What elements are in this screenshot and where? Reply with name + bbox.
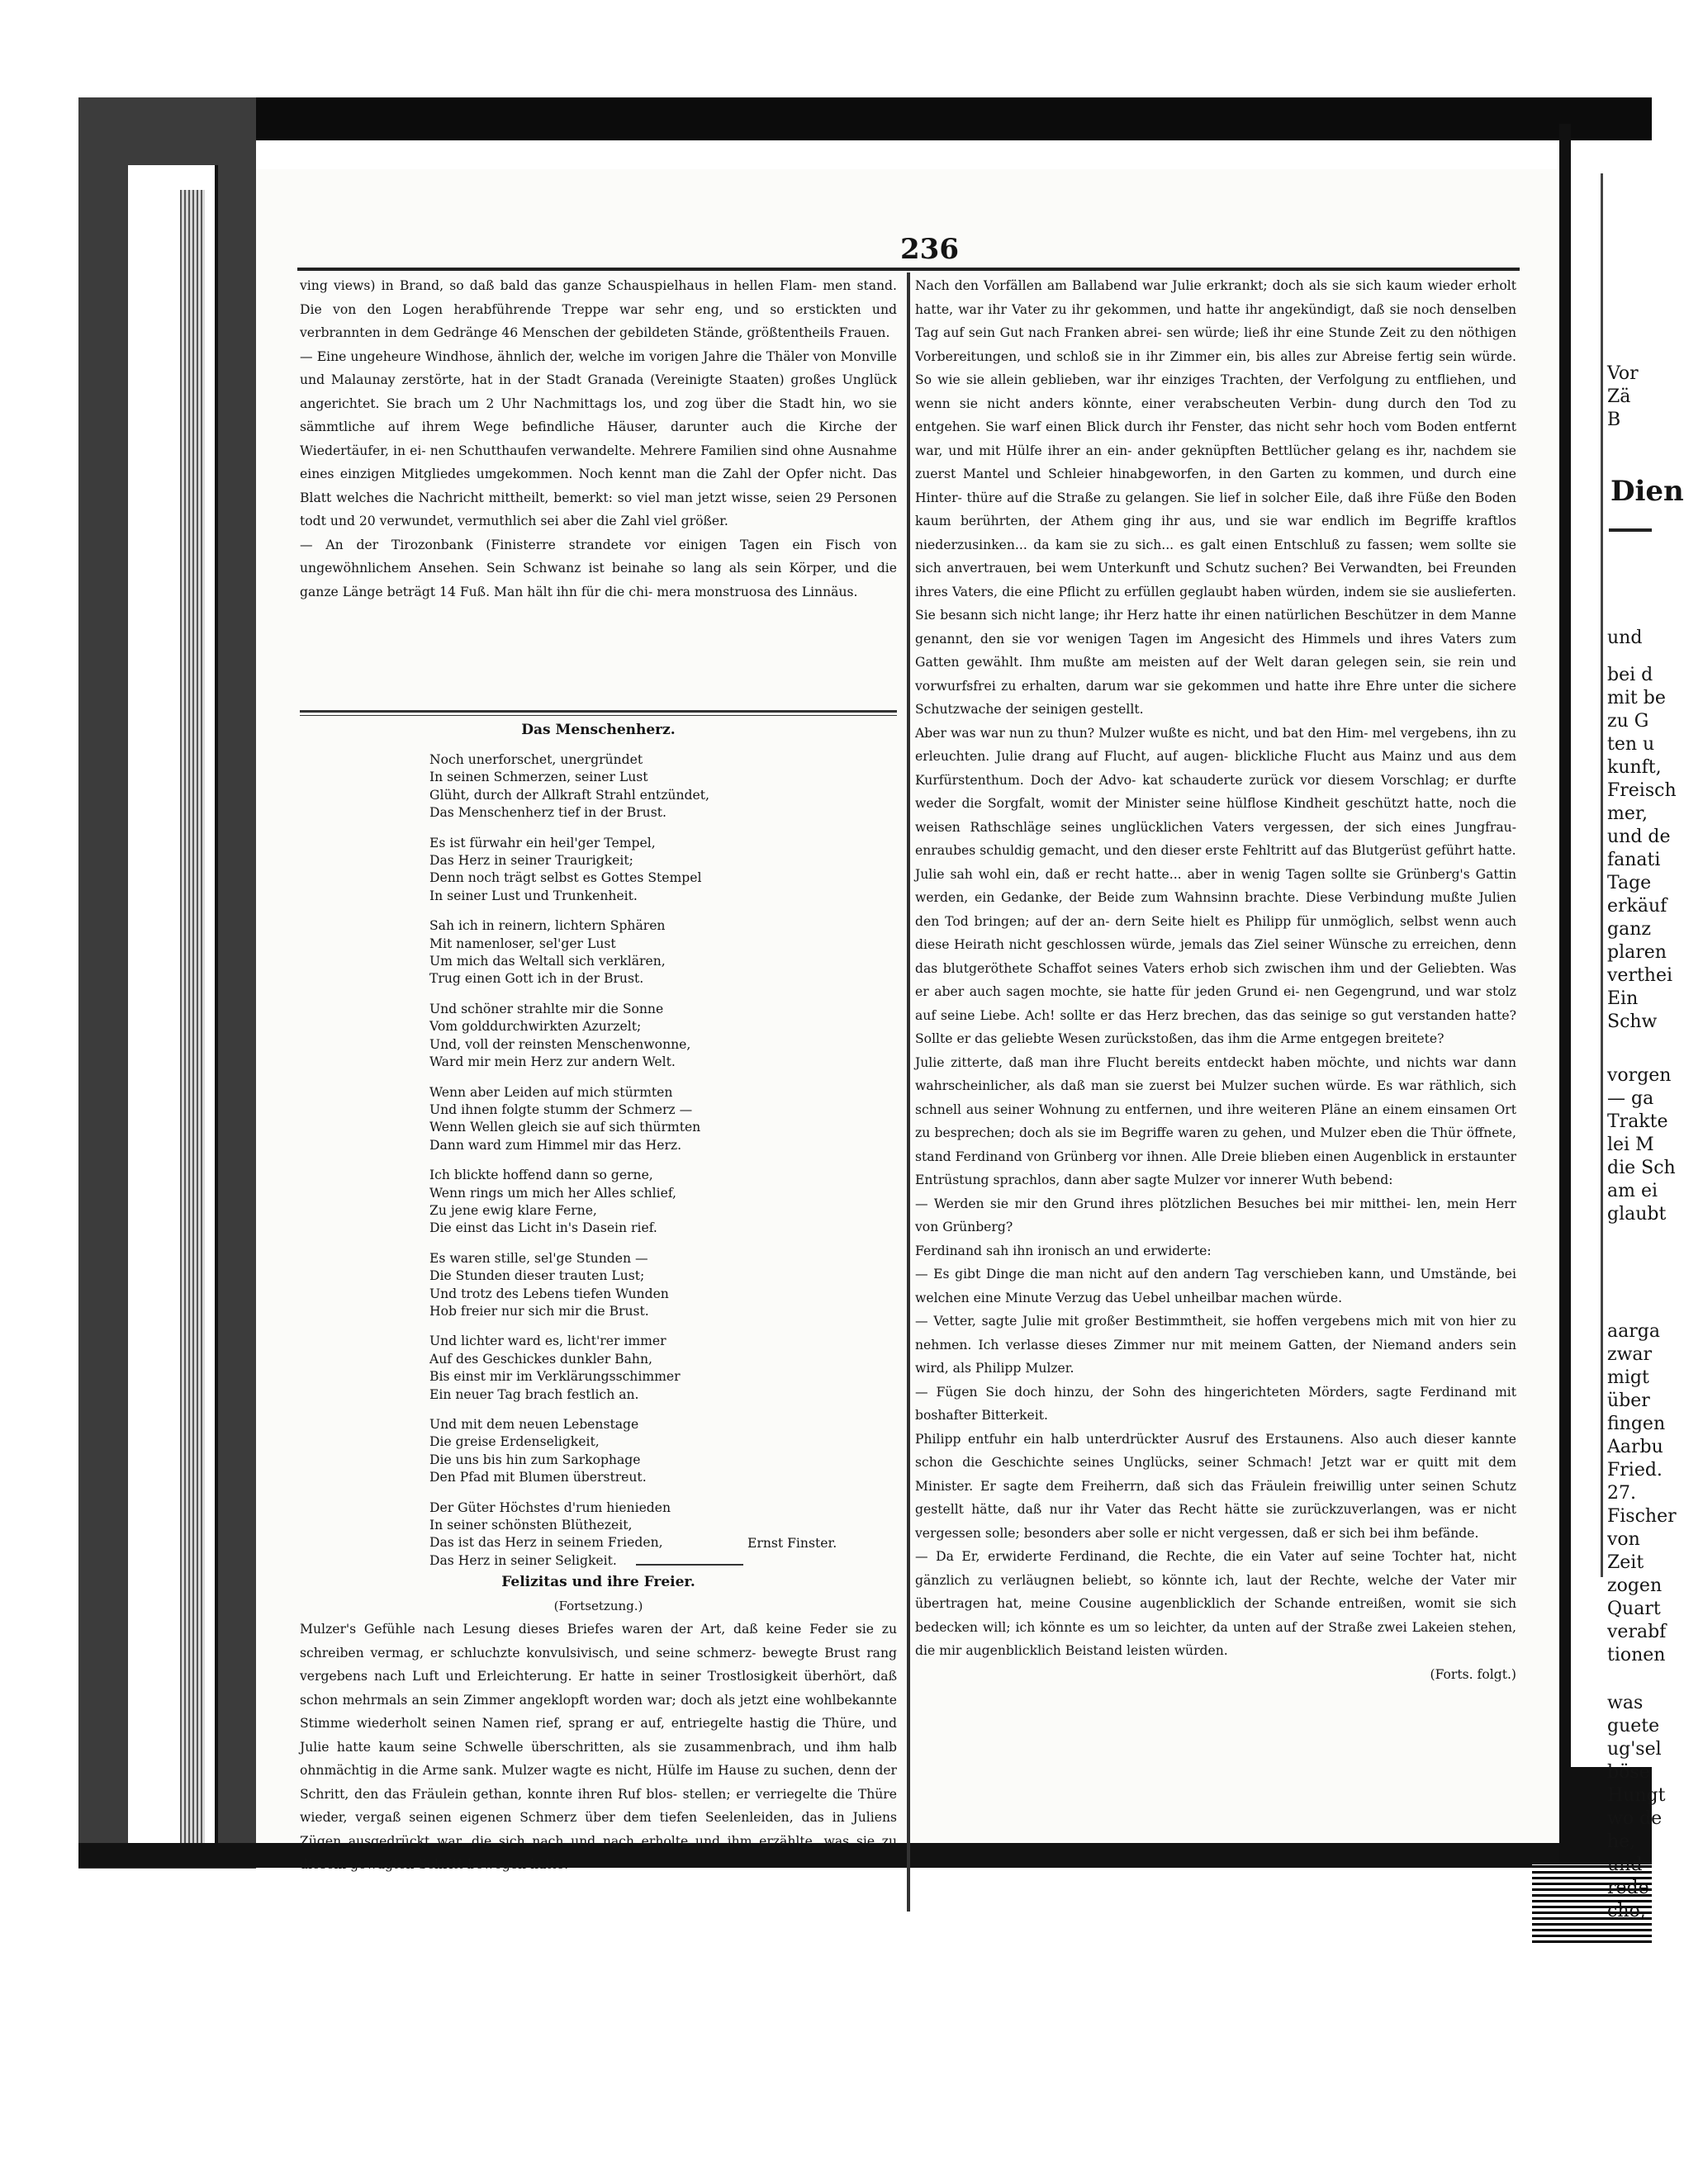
poem-line: Es ist fürwahr ein heil'ger Tempel,: [429, 835, 656, 850]
poem-author: Ernst Finster.: [747, 1536, 837, 1551]
story-paragraph: Aber was war nun zu thun? Mulzer wußte es nicht, und bat den Him- mel vergebens, ihn zu erleuchten. Julie drang auf Flucht, auf augen- blickliche Flucht aus Mainz und aus dem Kurfürstenthum. Doch der Advo- kat schauderte zurück vor diesem Vorschlag; er durfte weder die Sorgfalt, womit der Minister seine hülflose Kindheit geschützt hatte, noch die weisen Rathschläge seines unglücklichen Vaters vergessen, der sich eines Jungfrau- enraubes schuldig gemacht, und den dieser erste Fehltritt auf das Blutgerüst geführt hatte.: [915, 725, 1516, 858]
poem-line: Dann ward zum Himmel mir das Herz.: [429, 1137, 682, 1153]
poem-stanza: [429, 751, 859, 822]
adjacent-page-fragment: wo de: [1607, 1808, 1663, 1829]
adjacent-page-fragment: vorgen: [1607, 1065, 1672, 1086]
poem-stanza: [429, 1250, 859, 1321]
story-paragraph: Philipp entfuhr ein halb unterdrückter Ausruf des Erstaunens. Also auch dieser kannte schon die Geschichte seines Unglücks, seiner Schmach! Jetzt war er quitt mit dem Minister. Er sagte dem Freiherrn, daß sich das Fräulein freiwillig unter seinen Schutz gestellt hätte, daß nur ihr Vater das Recht hätte sie zurückzuverlangen, was er nicht vergessen solle; besonders aber solle er nicht vergessen, daß er sich bei ihm befände.: [915, 1431, 1516, 1541]
poem-line: Die Stunden dieser trauten Lust;: [429, 1268, 645, 1284]
poem-line: Ein neuer Tag brach festlich an.: [429, 1386, 639, 1402]
adjacent-page-fragment: Hungt: [1607, 1785, 1666, 1806]
poem-line: Die uns bis hin zum Sarkophage: [429, 1452, 641, 1467]
story-paragraph: Julie sah wohl ein, daß er recht hatte... aber in wenig Tagen sollte sie Grünberg's Gattin werden, ein Gedanke, der Beide zum Wahnsinn brachte. Diese Verbindung mußte Julien den Tod bringen; auf der an- dern Seite hielt es Philipp für unmöglich, selbst wenn auch diese Heirath nicht geschlossen würde, jemals das Ziel seiner Wünsche zu erreichen, denn das blutgeröthete Schaffot seines Vaters erhob sich zwischen ihm und der Geliebten. Was er aber auch sagen mochte, sie hatte für jeden Grund ei- nen Gegengrund, und war stolz auf seine Liebe. Ach! sollte er das Herz brechen, das das seinige so gut verstanden hatte? Sollte er das geliebte Wesen zurückstoßen, das ihm die Arme entgegen breitete?: [915, 866, 1516, 1046]
adjacent-page-fragment: Ein: [1607, 988, 1639, 1009]
adjacent-page-fragment: mer,: [1607, 803, 1648, 824]
adjacent-page-fragment: ganz: [1607, 919, 1651, 940]
continuation-note: (Forts. folgt.): [1430, 1666, 1516, 1682]
story-right-column: [915, 274, 1516, 1686]
poem-line: Vom golddurchwirkten Azurzelt;: [429, 1019, 642, 1035]
poem-line: Den Pfad mit Blumen überstreut.: [429, 1470, 647, 1485]
adjacent-page-fragment: und de: [1607, 827, 1671, 847]
adjacent-page-fragment: zwar: [1607, 1344, 1653, 1365]
poem-line: Das Herz in seiner Seligkeit.: [429, 1552, 617, 1568]
poem-line: Noch unerforschet, unergründet: [429, 752, 643, 767]
adjacent-page-fragment: Dien: [1610, 475, 1684, 508]
adjacent-page-fragment: böse: [1607, 1762, 1650, 1783]
poem-line: Und lichter ward es, licht'rer immer: [429, 1334, 666, 1349]
poem-stanza: [429, 1167, 859, 1238]
poem-line: Zu jene ewig klare Ferne,: [429, 1202, 597, 1218]
adjacent-page-fragment: — ga: [1607, 1088, 1654, 1109]
adjacent-page-fragment: Fischer: [1607, 1506, 1677, 1527]
story-paragraph: Ferdinand sah ihn ironisch an und erwiderte:: [915, 1243, 1212, 1258]
scan-dark-border: [78, 97, 1652, 140]
poem-stanza: [429, 1084, 859, 1155]
adjacent-page-fragment: Zä: [1607, 386, 1631, 407]
poem-line: In seiner Lust und Trunkenheit.: [429, 888, 638, 903]
poem-stanza: [429, 1333, 859, 1404]
poem-stanza: [429, 1001, 859, 1072]
adjacent-page-fragment: Zeit: [1607, 1552, 1644, 1573]
poem-stanza: [429, 917, 859, 988]
poem-line: Die einst das Licht in's Dasein rief.: [429, 1220, 657, 1236]
poem-line: Bis einst mir im Verklärungsschimmer: [429, 1369, 681, 1385]
adjacent-page-fragment: die Sch: [1607, 1158, 1676, 1178]
story-left-column: [300, 1570, 897, 1877]
adjacent-page-fragment: ten u: [1607, 734, 1655, 755]
poem-line: Sah ich in reinern, lichtern Sphären: [429, 918, 666, 934]
poem-line: Wenn Wellen gleich sie auf sich thürmten: [429, 1120, 701, 1135]
section-rule-thin: [300, 715, 897, 716]
adjacent-page-fragment: erkäuf: [1607, 896, 1667, 917]
poem-line: Und schöner strahlte mir die Sonne: [429, 1001, 664, 1016]
poem-title: Das Menschenherz.: [521, 722, 676, 738]
poem-stanza: [429, 1416, 859, 1487]
adjacent-page-fragment: verabf: [1607, 1622, 1667, 1642]
adjacent-page-fragment: cho,: [1607, 1901, 1646, 1921]
adjacent-page-fragment: fanati: [1607, 850, 1661, 870]
adjacent-page-fragment: Vor: [1607, 363, 1639, 384]
adjacent-page-fragment: und: [1607, 628, 1643, 648]
poem-line: Ward mir mein Herz zur andern Welt.: [429, 1054, 676, 1070]
adjacent-page-fragment: ug'sel: [1607, 1739, 1662, 1760]
poem-line: Hob freier nur sich mir die Brust.: [429, 1303, 649, 1319]
story-paragraph: Mulzer's Gefühle nach Lesung dieses Briefes waren der Art, daß keine Feder sie zu schreiben vermag, er schluchzte konvulsivisch, und seine schmerz- bewegte Brust rang vergebens nach Luft und Erleichterung. Er hatte in seiner Trostlosigkeit überhört, daß schon mehrmals an sein Zimmer angeklopft worden war; doch als jetzt eine wohlbekannte Stimme wiederholt seinen Namen rief, sprang er auf, entriegelte hastig die Thüre, und Julie hatte kaum seine Schwelle überschritten, als sie zusammenbrach, und ihm halb ohnmächtig in die Arme sank. Mulzer wagte es nicht, Hülfe im Hause zu suchen, denn der Schritt, den das Fräulein gethan, konnte ihren Ruf blos- stellen; er verriegelte die Thüre wieder, vergaß seinen eigenen Schmerz über dem tiefen Seelenleiden, das in Juliens Zügen ausgedrückt war, die sich nach und nach erholte und ihm erzählte, was sie zu diesem gewagten Schritt bewogen hatte.: [300, 1622, 897, 1872]
adjacent-page-fragment: Tage: [1607, 873, 1652, 893]
story-paragraph: — Werden sie mir den Grund ihres plötzlichen Besuches bei mir mitthei- len, mein Herr von Grünberg?: [915, 1196, 1516, 1234]
adjacent-page-fragment: Fried.: [1607, 1460, 1663, 1480]
poem-line: Das Menschenherz tief in der Brust.: [429, 805, 666, 821]
poem-line: Auf des Geschickes dunkler Bahn,: [429, 1351, 652, 1367]
adjacent-page-fragment: fingen: [1607, 1414, 1666, 1434]
adjacent-page-fragment: zu G: [1607, 711, 1649, 732]
adjacent-page-fragment: lei M: [1607, 1135, 1654, 1155]
adjacent-page-fragment: Trakte: [1607, 1111, 1668, 1132]
poem-line: Mit namenloser, sel'ger Lust: [429, 936, 616, 951]
poem-line: Und trotz des Lebens tiefen Wunden: [429, 1286, 669, 1301]
adjacent-page-fragment: am ei: [1607, 1181, 1658, 1201]
story-paragraph: Nach den Vorfällen am Ballabend war Julie erkrankt; doch als sie sich kaum wieder erholt hatte, war ihr Vater zu ihr gekommen, und hatte ihr angekündigt, daß sie noch denselben Tag auf sein Gut nach Franken abrei- sen würde; ließ ihr eine Stunde Zeit zu den nöthigen Vorbereitungen, und schloß sie in ihr Zimmer ein, bis alles zur Abreise fertig sein würde. So wie sie allein geblieben, war ihr einziges Trachten, der Verfolgung zu entfliehen, und wenn sie nicht anders könnte, einer verabscheuten Verbin- dung durch den Tod zu entgehen. Sie warf einen Blick durch ihr Fenster, das nicht sehr hoch vom Boden entfernt war, und mit Hülfe ihrer an ein- ander geknüpften Bettlücher gelang es ihr, nachdem sie zuerst Mantel und Schleier hinabgeworfen, in den Garten zu kommen, und durch eine Hinter- thüre auf die Straße zu gelangen. Sie lief in solcher Eile, daß ihre Füße den Boden kaum berührten, der Athem ging ihr aus, und sie war endlich im Begriffe kraftlos niederzusinken... da kam sie zu sich... es galt einen Entschluß zu fassen; wem sollte sie sich anvertrauen, bei wem Unterkunft und Schutz suchen? Bei Verwandten, bei Freunden ihres Vaters, die eine Pflicht zu erfüllen geglaubt haben würden, indem sie sie auslieferten. Sie besann sich nicht lange; ihr Herz hatte ihr einen natürlichen Beschützer in dem Manne genannt, den sie vor wenigen Tagen im Angesicht des Himmels und ihres Vaters zum Gatten gewählt. Ihm mußte am meisten auf der Welt daran gelegen sein, sie rein und vorwurfsfrei zu erhalten, darum war sie gekommen und hatte ihre Ehre unter die sichere Schutzwache der seinigen gestellt.: [915, 278, 1516, 717]
adjacent-page-fragment: guete: [1607, 1716, 1660, 1736]
adjacent-page-fragment: plaren: [1607, 942, 1667, 963]
page-edges: [180, 190, 205, 1845]
adjacent-page-fragment: tionen: [1607, 1645, 1666, 1665]
adjacent-page-fragment: aarga: [1607, 1321, 1660, 1342]
adjacent-page-fragment: bei d: [1607, 665, 1653, 685]
adjacent-page-fragment: 27.: [1607, 1483, 1636, 1504]
poem-line: Und ihnen folgte stumm der Schmerz —: [429, 1101, 693, 1117]
poem-line: In seiner schönsten Blüthezeit,: [429, 1518, 633, 1533]
story-paragraph: — Vetter, sagte Julie mit großer Bestimmtheit, sie hoffen vergebens mich mit von hier zu nehmen. Ich verlasse dieses Zimmer nur mit meinem Gatten, der Niemand anders sein wird, als Philipp Mulzer.: [915, 1314, 1516, 1376]
story-paragraph: — Es gibt Dinge die man nicht auf den andern Tag verschieben kann, und Umstände, bei welchen eine Minute Verzug das Uebel unheilbar machen würde.: [915, 1267, 1516, 1305]
column-divider: [907, 272, 910, 1912]
adjacent-title-rule: [1609, 528, 1652, 532]
adjacent-column-rule: [1601, 173, 1603, 1577]
poem-line: Denn noch trägt selbst es Gottes Stempel: [429, 870, 702, 886]
adjacent-page-fragment: Aarbu: [1607, 1437, 1663, 1457]
story-paragraph: Julie zitterte, daß man ihre Flucht bereits entdeckt haben möchte, und nichts war dann wahrscheinlicher, als daß man sie zuerst bei Mulzer suchen würde. Es war räthlich, sich schnell aus seiner Wohnung zu entfernen, und ihre weiteren Pläne an einem einsamen Ort zu besprechen; doch als sie im Begriffe waren zu gehen, und Mulzer eben die Thür öffnete, stand Ferdinand von Grünberg vor ihnen. Alle Dreie blieben einen Augenblick in erstaunter Entrüstung sprachlos, dann aber sagte Mulzer vor innerer Wuth bebend:: [915, 1054, 1516, 1187]
poem-line: Trug einen Gott ich in der Brust.: [429, 971, 644, 987]
news-column: [300, 274, 897, 604]
story-subtitle: (Fortsetzung.): [553, 1598, 643, 1613]
adjacent-page-fragment: verthei: [1607, 965, 1673, 986]
gutter-shadow: [1559, 124, 1571, 1874]
poem: [429, 751, 859, 1582]
poem-line: Das ist das Herz in seinem Frieden,: [429, 1535, 663, 1551]
adjacent-page-fragment: über: [1607, 1390, 1650, 1411]
adjacent-page-fragment: Freisch: [1607, 780, 1677, 801]
poem-stanza: [429, 835, 859, 906]
adjacent-page-fragment: B: [1607, 410, 1621, 430]
adjacent-page-fragment: rede: [1607, 1878, 1649, 1898]
adjacent-page-fragment: von: [1607, 1529, 1640, 1550]
poem-line: Die greise Erdenseligkeit,: [429, 1434, 600, 1450]
story-title: Felizitas und ihre Freier.: [501, 1574, 695, 1590]
adjacent-page-fragment: was: [1607, 1693, 1644, 1713]
story-paragraph: — Fügen Sie doch hinzu, der Sohn des hingerichteten Mörders, sagte Ferdinand mit boshafter Bitterkeit.: [915, 1384, 1516, 1423]
adjacent-page-fragment: mit be: [1607, 688, 1666, 708]
poem-line: Und, voll der reinsten Menschenwonne,: [429, 1036, 691, 1052]
poem-line: Der Güter Höchstes d'rum hienieden: [429, 1499, 671, 1515]
poem-line: Um mich das Weltall sich verklären,: [429, 954, 666, 969]
header-rule: [297, 268, 1520, 271]
section-rule: [300, 710, 897, 713]
poem-line: Es waren stille, sel'ge Stunden —: [429, 1250, 648, 1266]
news-paragraph: ving views) in Brand, so daß bald das ganze Schauspielhaus in hellen Flam- men stand. Die von den Logen herabführende Treppe war sehr eng, und so erstickten und verbrannten in dem Gedränge 46 Menschen der gebildeten Stände, größtentheils Frauen.: [300, 278, 897, 340]
poem-line: Wenn rings um mich her Alles schlief,: [429, 1185, 677, 1201]
poem-line: Das Herz in seiner Traurigkeit;: [429, 853, 633, 869]
adjacent-page-fragment: migt: [1607, 1367, 1649, 1388]
poem-line: In seinen Schmerzen, seiner Lust: [429, 770, 648, 785]
poem-line: Wenn aber Leiden auf mich stürmten: [429, 1084, 673, 1100]
adjacent-page-fragment: zogen: [1607, 1575, 1663, 1596]
adjacent-page-fragment: kunft,: [1607, 757, 1662, 778]
adjacent-page-fragment: Quart: [1607, 1599, 1661, 1619]
story-paragraph: — Da Er, erwiderte Ferdinand, die Rechte, die ein Vater auf seine Tochter hat, nicht gänzlich zu verläugnen beliebt, so könnte ich, laut der Rechte, welche der Vater mir übertragen hat, meine Cousine augenblicklich der Schande entreißen, womit sie sich bedecken will; ich könnte es um so leichter, da unten auf der Straße zwei Lakeien stehen, die mir augenblicklich Beistand leisten würden.: [915, 1549, 1516, 1658]
adjacent-page-fragment: Schw: [1607, 1011, 1658, 1032]
adjacent-page-fragment: und: [1607, 1855, 1643, 1875]
poem-line: Glüht, durch der Allkraft Strahl entzündet,: [429, 787, 709, 803]
poem-line: Ich blickte hoffend dann so gerne,: [429, 1168, 653, 1183]
news-paragraph: — An der Tirozonbank (Finisterre strandete vor einigen Tagen ein Fisch von ungewöhnlichem Ansehen. Sein Schwanz ist beinahe so lang als sein Körper, und die ganze Länge beträgt 14 Fuß. Man hält ihn für die chi- mera monstruosa des Linnäus.: [300, 537, 897, 599]
poem-stanza: [429, 1499, 859, 1570]
adjacent-page-fragment: glaubt: [1607, 1204, 1667, 1225]
news-paragraph: — Eine ungeheure Windhose, ähnlich der, welche im vorigen Jahre die Thäler von Monville und Malaunay zerstörte, hat in der Stadt Granada (Vereinigte Staaten) großes Unglück angerichtet. Sie brach um 2 Uhr Nachmittags los, und zog über die Stadt hin, wo sie sämmtliche auf ihrem Wege befindliche Häuser, darunter auch die Kirche der Wiedertäufer, in ei- nen Schutthaufen verwandelte. Mehrere Familien sind ohne Ausnahme eines einzigen Mitgliedes umgekommen. Noch kennt man die Zahl der Opfer nicht. Das Blatt welches die Nachricht mittheilt, bemerkt: so viel man jetzt wisse, seien 29 Personen todt und 20 verwundet, vermuthlich sei aber die Zahl viel größer.: [300, 348, 897, 528]
section-rule: [636, 1564, 743, 1566]
adjacent-page-fragment: he,: [1607, 1831, 1636, 1852]
poem-line: Und mit dem neuen Lebenstage: [429, 1417, 639, 1432]
page-number: 236: [900, 233, 959, 266]
